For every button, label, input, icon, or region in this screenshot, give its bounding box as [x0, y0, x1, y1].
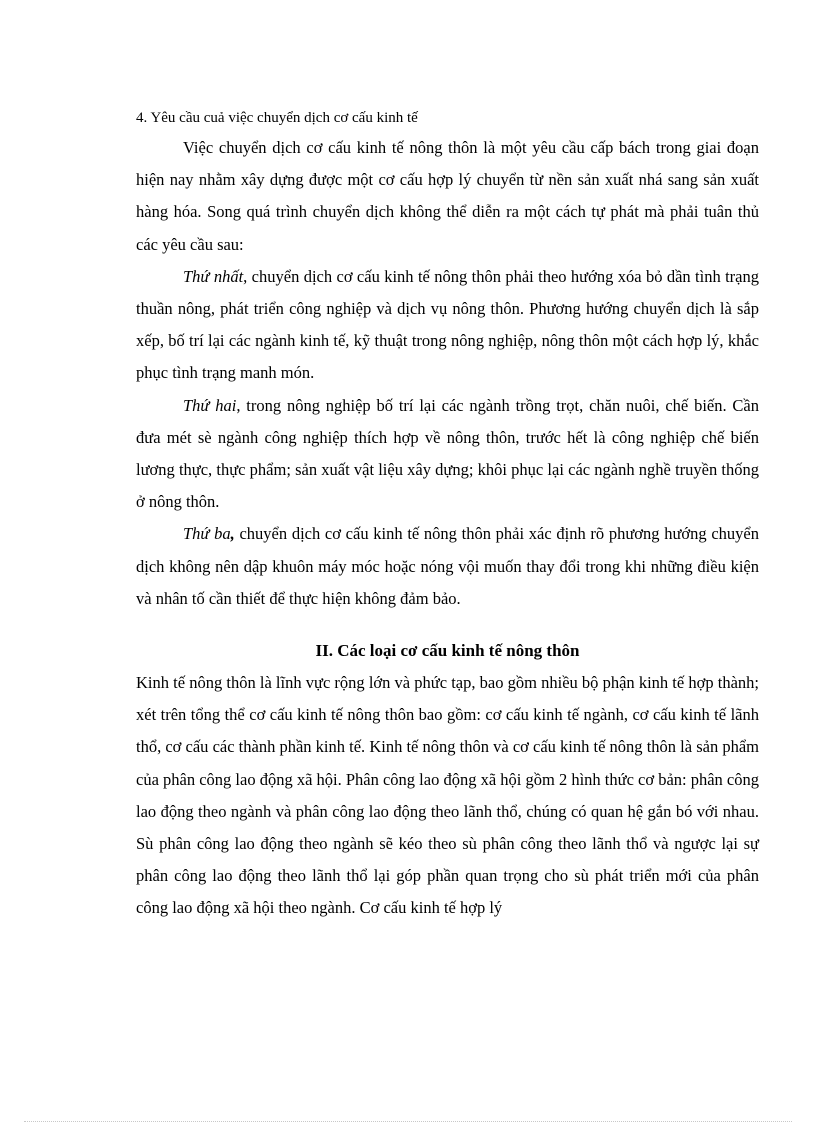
page-content — [136, 106, 759, 925]
first-requirement-text: , chuyển dịch cơ cấu kinh tế nông thôn phải theo hướng xóa bỏ dần tình trạng thuần nông, phát triển công nghiệp và dịch vụ nông thôn. Phương hướng chuyển dịch là sắp xếp, bố trí lại các ngành kinh tế, kỹ thuật trong nông nghiệp, nông thôn một cách hợp lý, khắc phục tình trạng manh món. — [136, 266, 760, 383]
first-requirement-lead: Thứ nhất — [183, 266, 244, 286]
section-4-heading: 4. Yêu cầu cuả việc chuyển dịch cơ cấu kinh tế — [136, 110, 418, 126]
second-requirement-text: , trong nông nghiệp bố trí lại các ngành trồng trọt, chăn nuôi, chế biến. Cần đưa mét sè ngành công nghiệp thích hợp về nông thôn, trước hết là công nghiệp chế biến lương thực, thực phẩm; sản xuất vật liệu xây dựng; khôi phục lại các ngành nghề truyền thống ở nông thôn. — [136, 395, 759, 512]
page-bottom-divider — [24, 1121, 792, 1122]
third-requirement-separator: , — [230, 524, 235, 544]
third-requirement-paragraph — [136, 518, 759, 615]
section-2-body-paragraph: Kinh tế nông thôn là lĩnh vực rộng lớn và phức tạp, bao gồm nhiều bộ phận kinh tế hợp thành; xét trên tổng thể cơ cấu kinh tế nông thôn bao gồm: cơ cấu kinh tế ngành, cơ cấu kinh tế lãnh thổ, cơ cấu các thành phần kinh tế. Kinh tế nông thôn và cơ cấu kinh tế nông thôn là sản phẩm của phân công lao động xã hội. Phân công lao động xã hội gồm 2 hình thức cơ bản: phân công lao động theo ngành và phân công lao động theo lãnh thổ, chúng có quan hệ gắn bó với nhau. Sù phân công lao động theo ngành sẽ kéo theo sù phân công theo lãnh thổ và ngược lại sự phân công lao động theo lãnh thổ lại góp phần quan trọng cho sù phát triển mới của phân công lao động xã hội theo ngành. Cơ cấu kinh tế hợp lý — [136, 673, 759, 918]
third-requirement-text: chuyển dịch cơ cấu kinh tế nông thôn phải xác định rõ phương hướng chuyển dịch không nên dập khuôn máy móc hoặc nóng vội muốn thay đổi trong khi những điều kiện và nhân tố cần thiết để thực hiện không đảm bảo. — [136, 524, 759, 608]
first-requirement-paragraph — [136, 261, 759, 390]
section-4-intro-paragraph: Việc chuyển dịch cơ cấu kinh tế nông thôn là một yêu cầu cấp bách trong giai đoạn hiện nay nhằm xây dựng được một cơ cấu hợp lý chuyển từ nền sản xuất nhá sang sản xuất hàng hóa. Song quá trình chuyển dịch không thể diễn ra một cách tự phát mà phải tuân thủ các yêu cầu sau: — [136, 138, 759, 254]
third-requirement-lead: Thứ ba — [183, 524, 231, 544]
second-requirement-paragraph — [136, 390, 759, 519]
section-2-title: II. Các loại cơ cấu kinh tế nông thôn — [315, 641, 580, 661]
second-requirement-lead: Thứ hai — [183, 395, 237, 415]
